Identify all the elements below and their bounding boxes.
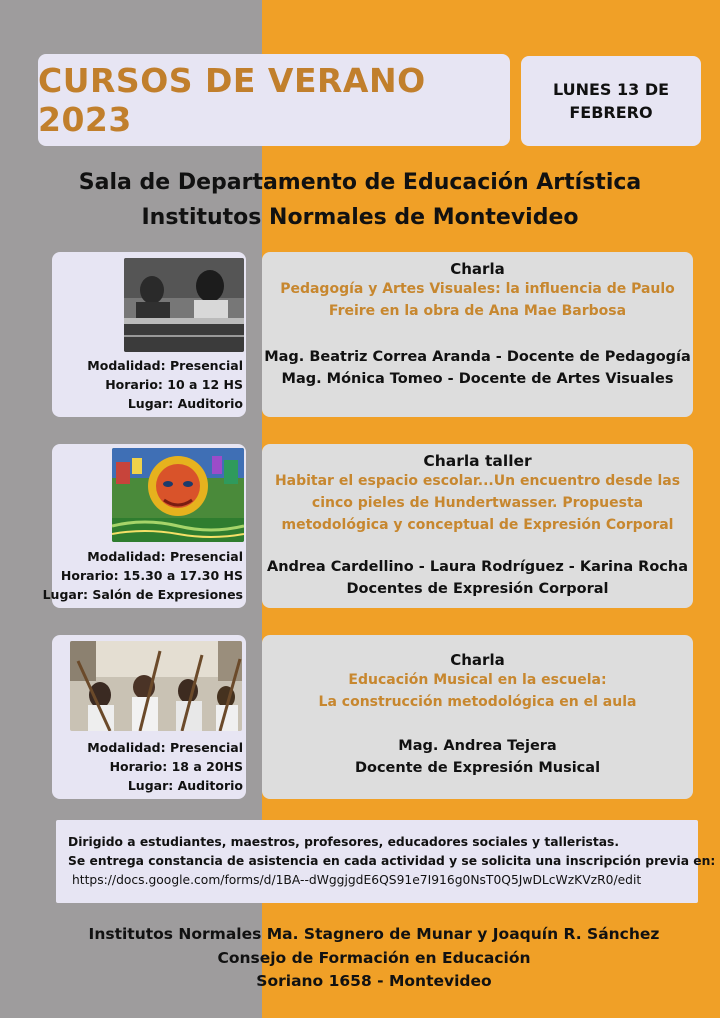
event-photo-2 <box>112 448 244 542</box>
certificate-text: Se entrega constancia de asistencia en cada actividad y se solicita una inscripción previa en: <box>68 854 716 868</box>
event-kind-2: Charla taller <box>423 452 532 470</box>
registration-link[interactable]: https://docs.google.com/forms/d/1BA--dWggjgdE6QS91e7I916g0NsT0Q5JwDLcWzKVzR0/edit <box>72 873 642 887</box>
event-speaker-2-line-2: Docentes de Expresión Corporal <box>346 581 609 597</box>
venue-line-1: Sala de Departamento de Educación Artística <box>78 170 642 195</box>
event-topic-1 <box>262 278 693 322</box>
event-horario-1: Horario: 10 a 12 HS <box>105 377 243 392</box>
date-banner <box>521 56 701 146</box>
registration-info <box>56 820 716 903</box>
event-info-card-3 <box>52 635 246 799</box>
event-talk-card-2 <box>262 444 693 608</box>
event-speaker-1-line-2: Mag. Mónica Tomeo - Docente de Artes Visuales <box>281 371 674 387</box>
street-address: Soriano 1658 - Montevideo <box>256 972 492 990</box>
event-topic-3-line-1: Educación Musical en la escuela: <box>348 672 607 688</box>
event-lugar-3: Lugar: Auditorio <box>127 778 243 793</box>
event-topic-2 <box>262 470 693 536</box>
audience-text: Dirigido a estudiantes, maestros, profesores, educadores sociales y talleristas. <box>68 835 620 849</box>
event-modalidad-2: Modalidad: Presencial <box>87 549 243 564</box>
event-modalidad-1: Modalidad: Presencial <box>87 358 243 373</box>
venue-line-2: Institutos Normales de Montevideo <box>141 205 579 230</box>
date-line-1: LUNES 13 DE <box>552 80 670 99</box>
event-topic-1-line-2: Freire en la obra de Ana Mae Barbosa <box>328 303 627 319</box>
event-photo-3 <box>70 641 242 731</box>
event-kind-3: Charla <box>450 651 505 669</box>
event-speakers-2 <box>262 556 693 600</box>
date-line-2: FEBRERO <box>569 103 653 122</box>
event-kind-1: Charla <box>450 260 505 278</box>
event-topic-3-line-2: La construcción metodológica en el aula <box>318 694 637 710</box>
event-talk-card-1 <box>262 252 693 417</box>
event-topic-1-line-1: Pedagogía y Artes Visuales: la influencia de Paulo <box>280 281 675 297</box>
event-speakers-1 <box>262 346 693 390</box>
event-speaker-2-line-1: Andrea Cardellino - Laura Rodríguez - Karina Rocha <box>266 559 689 575</box>
event-title: CURSOS DE VERANO 2023 <box>38 61 426 139</box>
event-speaker-1-line-1: Mag. Beatriz Correa Aranda - Docente de Pedagogía <box>264 349 691 365</box>
institution-name: Institutos Normales Ma. Stagnero de Munar y Joaquín R. Sánchez <box>88 925 660 943</box>
event-speaker-3-line-1: Mag. Andrea Tejera <box>398 738 557 754</box>
event-topic-2-line-2: cinco pieles de Hundertwasser. Propuesta <box>311 495 644 511</box>
title-banner <box>38 54 510 146</box>
event-photo-1 <box>124 258 244 352</box>
event-topic-2-line-1: Habitar el espacio escolar...Un encuentro desde las <box>274 473 681 489</box>
event-topic-2-line-3: metodológica y conceptual de Expresión Corporal <box>281 517 674 533</box>
event-topic-3 <box>262 669 693 713</box>
event-talk-card-3 <box>262 635 693 799</box>
event-info-card-1 <box>52 252 246 417</box>
event-horario-2: Horario: 15.30 a 17.30 HS <box>60 568 243 583</box>
event-speaker-3-line-2: Docente de Expresión Musical <box>354 760 601 776</box>
event-lugar-2: Lugar: Salón de Expresiones <box>42 587 243 602</box>
event-lugar-1: Lugar: Auditorio <box>127 396 243 411</box>
council-name: Consejo de Formación en Educación <box>217 949 531 967</box>
event-modalidad-3: Modalidad: Presencial <box>87 740 243 755</box>
event-info-card-2 <box>42 444 246 608</box>
event-horario-3: Horario: 18 a 20HS <box>109 759 243 774</box>
event-speakers-3 <box>262 735 693 779</box>
